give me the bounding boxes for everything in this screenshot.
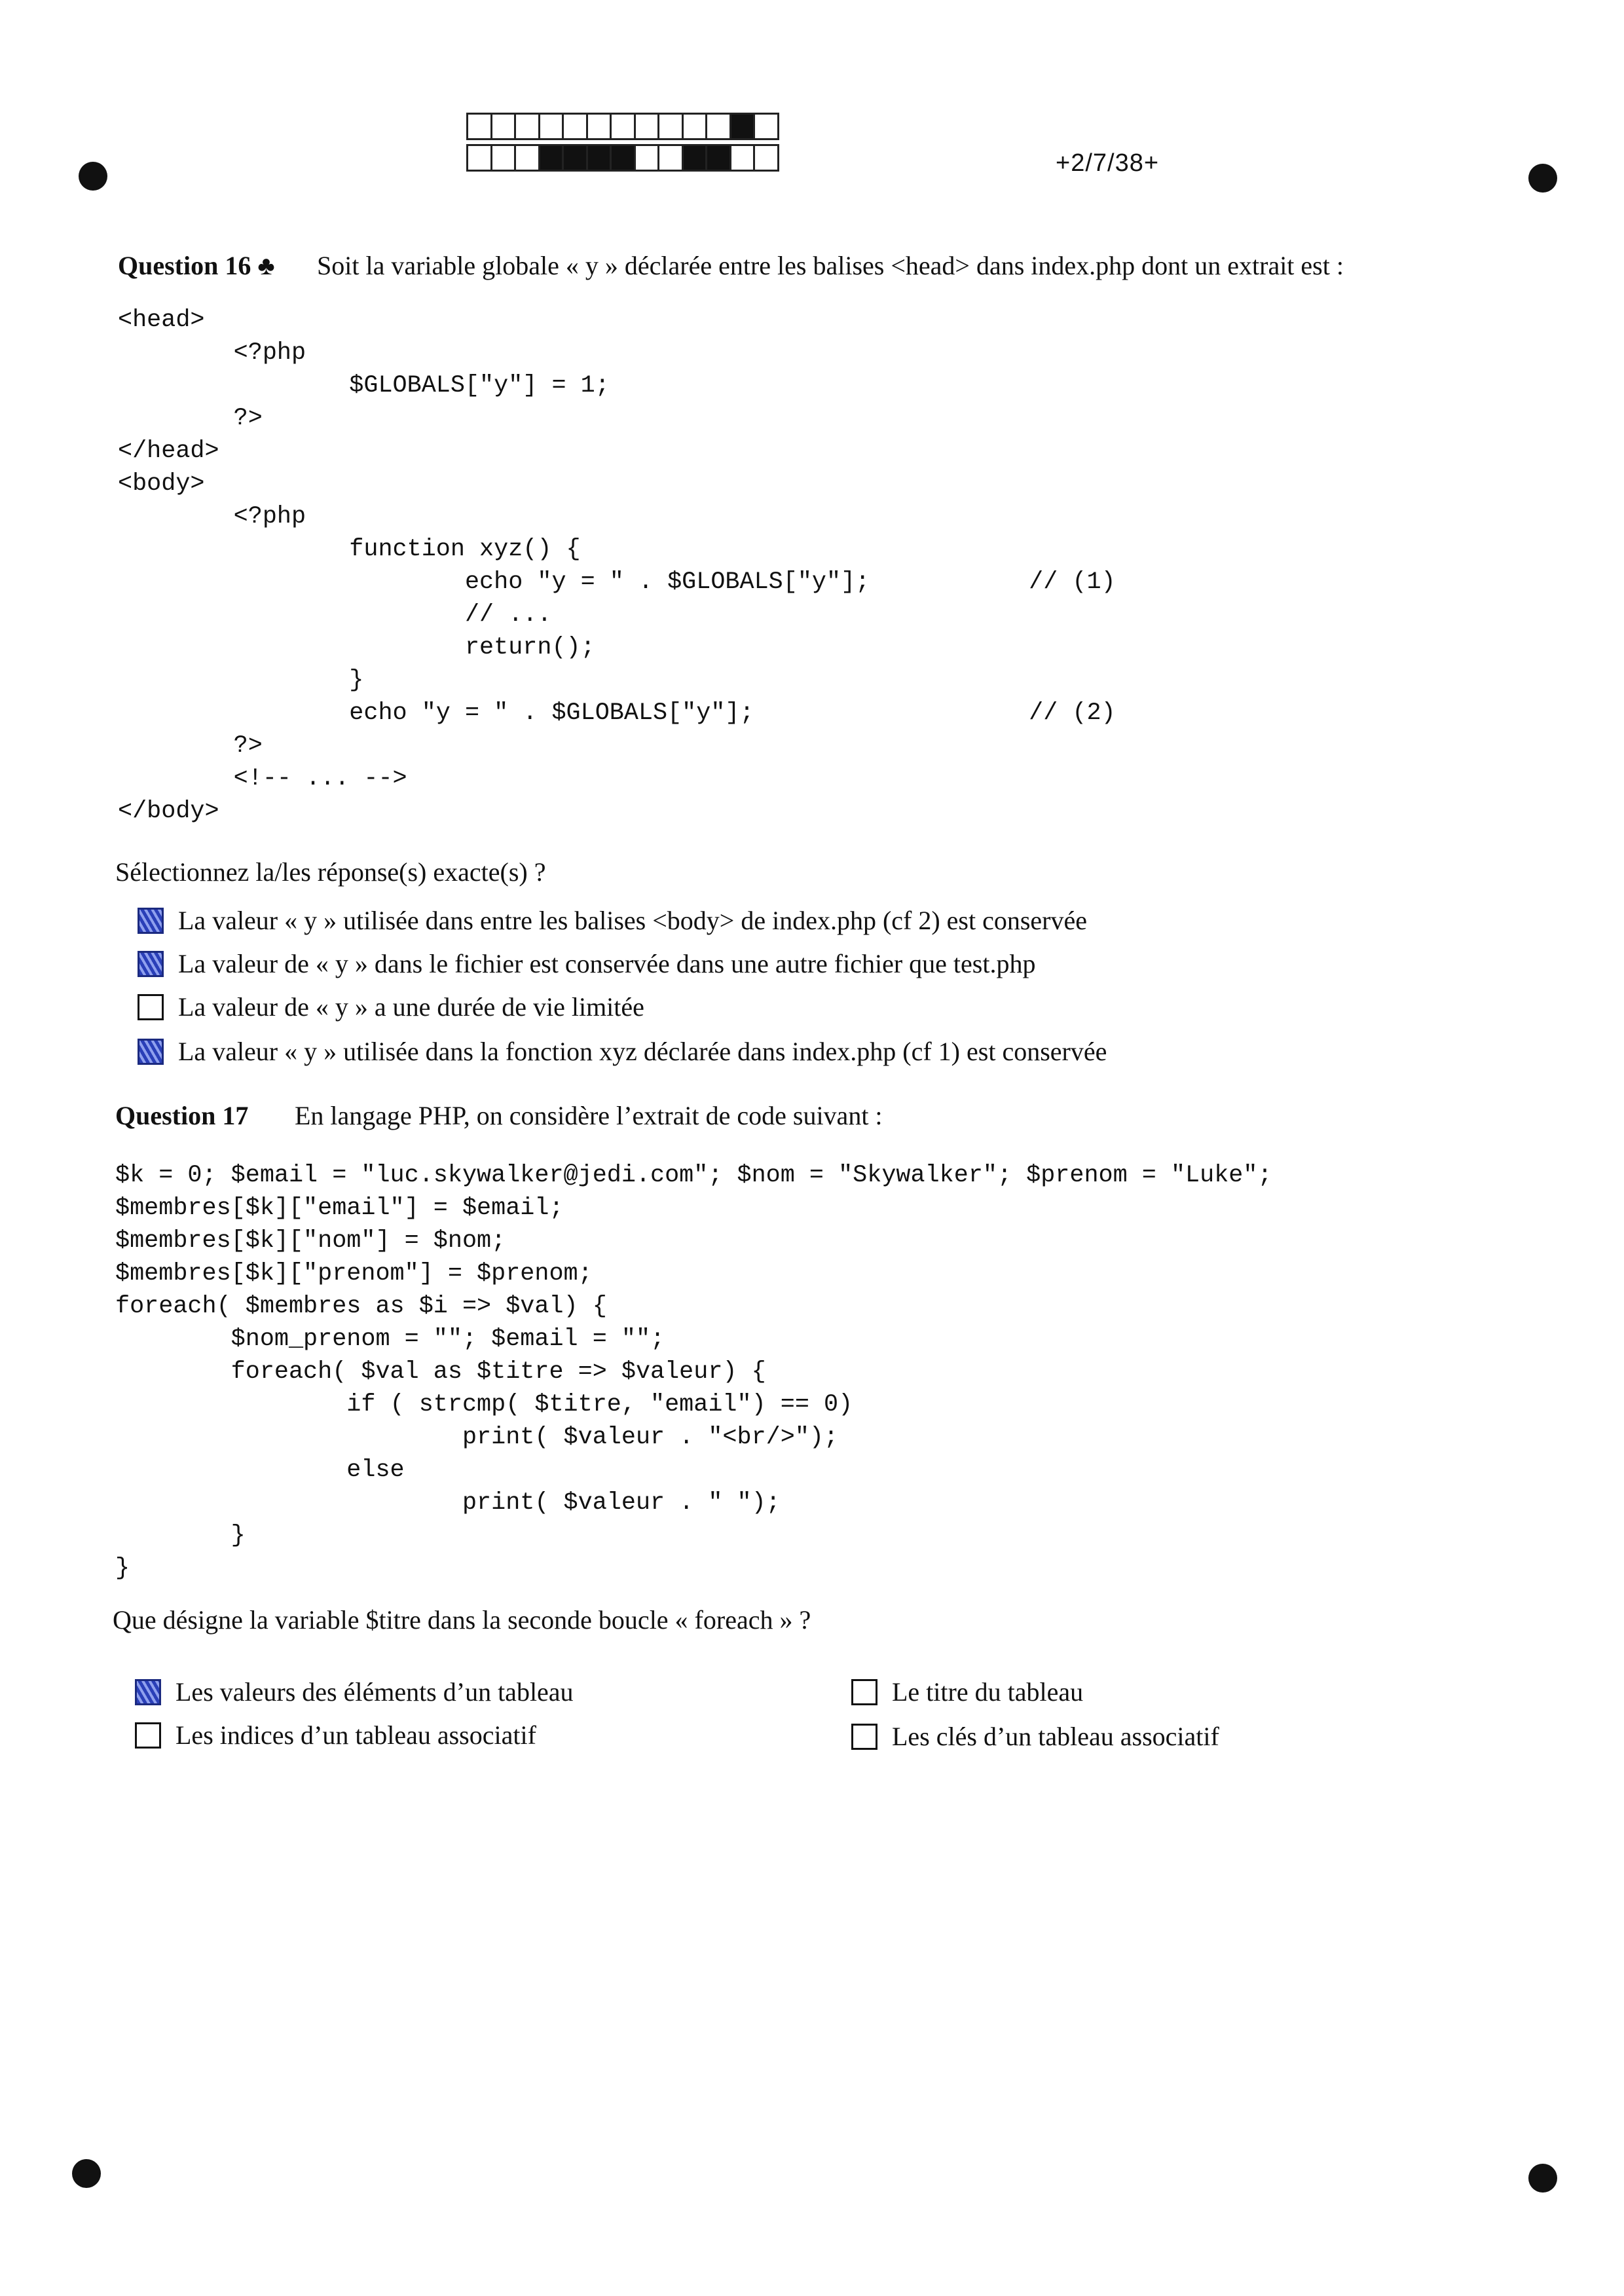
barcode-cell: [612, 146, 636, 170]
checkbox[interactable]: [135, 1722, 161, 1749]
barcode-cell: [540, 146, 564, 170]
checkbox[interactable]: [138, 1039, 164, 1065]
question-16-text: Soit la variable globale « y » déclarée entre les balises <head> dans index.php dont un extrait est :: [317, 251, 1344, 280]
barcode-cell: [468, 146, 492, 170]
barcode-cell: [636, 115, 660, 138]
barcode-cell: [755, 115, 777, 138]
question-17-text: En langage PHP, on considère l’extrait de code suivant :: [295, 1101, 883, 1130]
barcode-cell: [731, 115, 756, 138]
barcode-cell: [755, 146, 777, 170]
option-label: Les valeurs des éléments d’un tableau: [175, 1677, 574, 1707]
barcode-cell: [636, 146, 660, 170]
q17-option-3[interactable]: [135, 1720, 536, 1750]
barcode-cell: [731, 146, 756, 170]
barcode-cell: [492, 115, 517, 138]
option-label: La valeur « y » utilisée dans entre les balises <body> de index.php (cf 2) est conservée: [178, 906, 1088, 935]
checkbox[interactable]: [135, 1679, 161, 1705]
option-label: Les indices d’un tableau associatif: [175, 1720, 536, 1750]
q16-option-2[interactable]: [138, 948, 1035, 979]
q16-option-4[interactable]: [138, 1036, 1107, 1067]
q17-option-4[interactable]: [851, 1721, 1219, 1752]
option-label: La valeur « y » utilisée dans la fonction xyz déclarée dans index.php (cf 1) est conservée: [178, 1037, 1107, 1066]
checkbox[interactable]: [138, 951, 164, 977]
barcode-cell: [564, 146, 588, 170]
question-16-code: <head> <?php $GLOBALS["y"] = 1; ?> </head> <body> <?php function xyz() { echo "y = " . $GLOBALS["y"]; // (1) // ... return(); } echo "y = " . $GLOBALS["y"]; // (2) ?> <!-- ... --> </body>: [118, 306, 1116, 825]
barcode-cell: [564, 115, 588, 138]
checkbox[interactable]: [851, 1679, 877, 1705]
registration-dot-bottom-right: [1528, 2164, 1557, 2193]
barcode-cell: [588, 146, 612, 170]
barcode-row-2: [466, 144, 779, 172]
q16-option-1[interactable]: [138, 905, 1087, 936]
question-17-prompt: Que désigne la variable $titre dans la seconde boucle « foreach » ?: [113, 1605, 811, 1635]
page-identifier: +2/7/38+: [1056, 149, 1160, 177]
question-17-heading: [115, 1100, 248, 1131]
option-label: Les clés d’un tableau associatif: [892, 1722, 1219, 1751]
barcode-cell: [588, 115, 612, 138]
barcode-row-1: [466, 113, 779, 140]
question-16-heading: [118, 250, 275, 281]
barcode-cell: [659, 115, 684, 138]
option-label: La valeur de « y » a une durée de vie limitée: [178, 992, 644, 1022]
barcode-cell: [468, 115, 492, 138]
registration-dot-bottom-left: [72, 2159, 101, 2188]
option-label: La valeur de « y » dans le fichier est conservée dans une autre fichier que test.php: [178, 949, 1036, 978]
q17-option-2[interactable]: [851, 1676, 1083, 1707]
checkbox[interactable]: [138, 994, 164, 1020]
q17-option-1[interactable]: [135, 1676, 574, 1707]
barcode-cell: [540, 115, 564, 138]
checkbox[interactable]: [851, 1724, 877, 1750]
barcode-cell: [707, 115, 731, 138]
checkbox[interactable]: [138, 908, 164, 934]
question-17-number: Question 17: [115, 1101, 249, 1130]
barcode-cell: [492, 146, 517, 170]
q16-option-3[interactable]: [138, 991, 644, 1022]
registration-dot-top-right: [1528, 164, 1557, 193]
club-symbol-icon: ♣: [257, 251, 275, 280]
barcode-cell: [516, 146, 540, 170]
barcode-cell: [684, 146, 708, 170]
barcode-cell: [659, 146, 684, 170]
question-16-prompt: Sélectionnez la/les réponse(s) exacte(s) ?: [115, 857, 546, 887]
barcode-cell: [707, 146, 731, 170]
barcode-cell: [684, 115, 708, 138]
option-label: Le titre du tableau: [892, 1677, 1084, 1707]
question-17-code: $k = 0; $email = "luc.skywalker@jedi.com"; $nom = "Skywalker"; $prenom = "Luke"; $membres[$k]["email"] = $email; $membres[$k]["nom"] = $nom; $membres[$k]["prenom"] = $prenom; foreach( $membres as $i => $val) { $nom_prenom = ""; $email = ""; foreach( $val as $titre => $valeur) { if ( strcmp( $titre, "email") == 0) print( $valeur . "<br/>"); else print( $valeur . " "); } }: [115, 1162, 1272, 1582]
barcode-cell: [516, 115, 540, 138]
barcode-cell: [612, 115, 636, 138]
question-16-number: Question 16: [118, 251, 251, 280]
registration-dot-top-left: [79, 162, 107, 191]
